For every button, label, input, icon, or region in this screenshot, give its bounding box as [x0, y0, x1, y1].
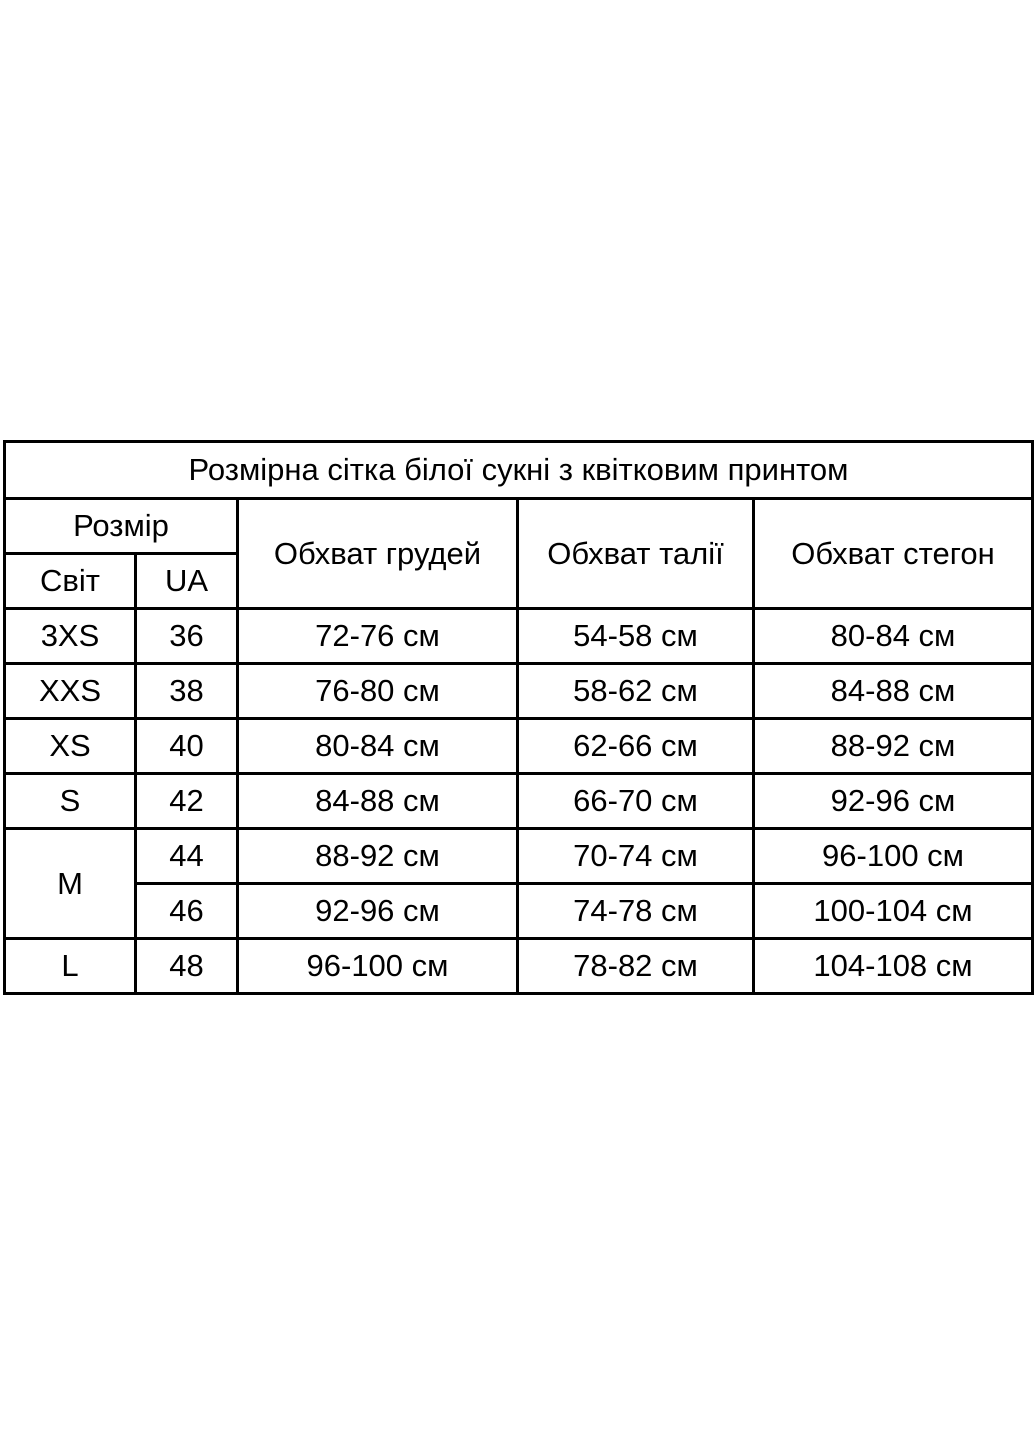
cell-ua: 48 [136, 939, 238, 994]
header-waist: Обхват талії [518, 499, 754, 609]
cell-hips: 80-84 см [754, 609, 1033, 664]
table-row [5, 939, 1033, 994]
cell-world: M [5, 829, 136, 939]
table-row [5, 609, 1033, 664]
cell-chest: 72-76 см [238, 609, 518, 664]
cell-world: XXS [5, 664, 136, 719]
cell-waist: 66-70 см [518, 774, 754, 829]
cell-hips: 104-108 см [754, 939, 1033, 994]
cell-waist: 58-62 см [518, 664, 754, 719]
cell-waist: 62-66 см [518, 719, 754, 774]
table-row [5, 829, 1033, 884]
cell-waist: 78-82 см [518, 939, 754, 994]
cell-world: L [5, 939, 136, 994]
cell-world: S [5, 774, 136, 829]
header-ua: UA [136, 554, 238, 609]
cell-hips: 88-92 см [754, 719, 1033, 774]
cell-ua: 38 [136, 664, 238, 719]
cell-chest: 88-92 см [238, 829, 518, 884]
cell-ua: 36 [136, 609, 238, 664]
cell-ua: 44 [136, 829, 238, 884]
cell-chest: 96-100 см [238, 939, 518, 994]
header-chest: Обхват грудей [238, 499, 518, 609]
table-row [5, 664, 1033, 719]
cell-chest: 84-88 см [238, 774, 518, 829]
cell-ua: 46 [136, 884, 238, 939]
cell-waist: 54-58 см [518, 609, 754, 664]
cell-waist: 74-78 см [518, 884, 754, 939]
cell-world: 3XS [5, 609, 136, 664]
header-hips: Обхват стегон [754, 499, 1033, 609]
cell-chest: 80-84 см [238, 719, 518, 774]
header-size: Розмір [5, 499, 238, 554]
table-title: Розмірна сітка білої сукні з квітковим принтом [5, 442, 1033, 499]
table-row [5, 719, 1033, 774]
cell-ua: 42 [136, 774, 238, 829]
cell-chest: 76-80 см [238, 664, 518, 719]
cell-hips: 96-100 см [754, 829, 1033, 884]
table-row [5, 774, 1033, 829]
cell-hips: 100-104 см [754, 884, 1033, 939]
cell-hips: 84-88 см [754, 664, 1033, 719]
table-row [5, 884, 1033, 939]
cell-hips: 92-96 см [754, 774, 1033, 829]
cell-waist: 70-74 см [518, 829, 754, 884]
cell-world: XS [5, 719, 136, 774]
header-world: Світ [5, 554, 136, 609]
cell-ua: 40 [136, 719, 238, 774]
size-chart-table [3, 440, 1034, 995]
cell-chest: 92-96 см [238, 884, 518, 939]
